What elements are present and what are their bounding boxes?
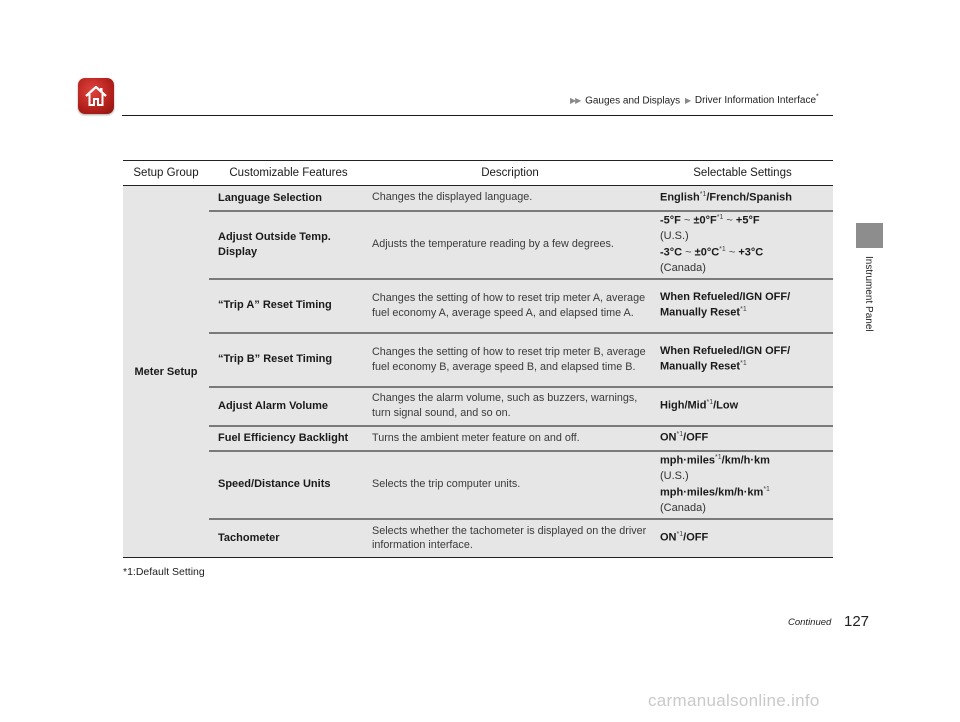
description-cell: Selects the trip computer units. xyxy=(368,451,652,519)
feature-cell: “Trip B” Reset Timing xyxy=(209,333,368,387)
description-cell: Changes the setting of how to reset trip meter B, average fuel economy B, average speed B, and elapsed time B. xyxy=(368,333,652,387)
description-cell: Changes the alarm volume, such as buzzers, warnings, turn signal sound, and so on. xyxy=(368,387,652,426)
footnote: *1:Default Setting xyxy=(123,566,205,578)
settings-cell: When Refueled/IGN OFF/ Manually Reset$^{*1}$ xyxy=(652,333,833,387)
home-icon xyxy=(83,83,109,109)
table-row xyxy=(123,451,833,519)
feature-cell: Adjust Outside Temp. Display xyxy=(209,211,368,279)
page-number: 127 xyxy=(844,613,870,630)
header-features: Customizable Features xyxy=(209,161,368,186)
feature-cell: Speed/Distance Units xyxy=(209,451,368,519)
table-row xyxy=(123,211,833,279)
feature-cell: Tachometer xyxy=(209,519,368,558)
table-row xyxy=(123,519,833,558)
description-cell: Adjusts the temperature reading by a few degrees. xyxy=(368,211,652,279)
header-rule xyxy=(122,115,833,116)
settings-cell: ON$^{*1}$/OFF xyxy=(652,519,833,558)
breadcrumb-arrow-icon: ▶▶ xyxy=(570,96,581,106)
settings-cell: When Refueled/IGN OFF/ Manually Reset$^{*1}$ xyxy=(652,279,833,333)
settings-cell: ON$^{*1}$/OFF xyxy=(652,426,833,451)
header-setup-group: Setup Group xyxy=(123,161,209,186)
table-row xyxy=(123,186,833,211)
customization-table xyxy=(123,160,833,558)
section-label: Instrument Panel xyxy=(863,256,874,332)
header-settings: Selectable Settings xyxy=(652,161,833,186)
breadcrumb-link-gauges[interactable]: Gauges and Displays xyxy=(585,95,681,107)
watermark: carmanualsonline.info xyxy=(648,691,820,710)
table-row xyxy=(123,279,833,333)
settings-cell: mph·miles$^{*1}$/km/h·km (U.S.) $mph\cdot miles/km/h\cdot km^{*1}$ (Canada) xyxy=(652,451,833,519)
description-cell: Changes the displayed language. xyxy=(368,186,652,211)
breadcrumb-arrow-icon: ▶ xyxy=(684,96,691,106)
table-row xyxy=(123,333,833,387)
description-cell: Turns the ambient meter feature on and off. xyxy=(368,426,652,451)
feature-cell: “Trip A” Reset Timing xyxy=(209,279,368,333)
home-button[interactable] xyxy=(78,78,114,114)
group-cell: Meter Setup xyxy=(123,186,209,558)
continued-label: Continued xyxy=(788,617,832,628)
feature-cell: Language Selection xyxy=(209,186,368,211)
table-row xyxy=(123,426,833,451)
table-row xyxy=(123,387,833,426)
description-cell: Changes the setting of how to reset trip meter A, average fuel economy A, average speed A, and elapsed time A. xyxy=(368,279,652,333)
breadcrumb-current[interactable]: Driver Information Interface* xyxy=(694,94,819,107)
feature-cell: Adjust Alarm Volume xyxy=(209,387,368,426)
settings-cell: English$^{*1}$/French/Spanish xyxy=(652,186,833,211)
section-tab[interactable] xyxy=(856,223,883,248)
header-description: Description xyxy=(368,161,652,186)
breadcrumb xyxy=(568,94,819,106)
settings-cell: High/Mid$^{*1}$/Low xyxy=(652,387,833,426)
settings-cell: -5°F ~ $\pm 0^\circ F^{*1}$ ~ +5°F (U.S.) -3°C ~ $\pm 0^\circ C^{*1}$ ~ +3°C (Canada) xyxy=(652,211,833,279)
description-cell: Selects whether the tachometer is displayed on the driver information interface. xyxy=(368,519,652,558)
feature-cell: Fuel Efficiency Backlight xyxy=(209,426,368,451)
